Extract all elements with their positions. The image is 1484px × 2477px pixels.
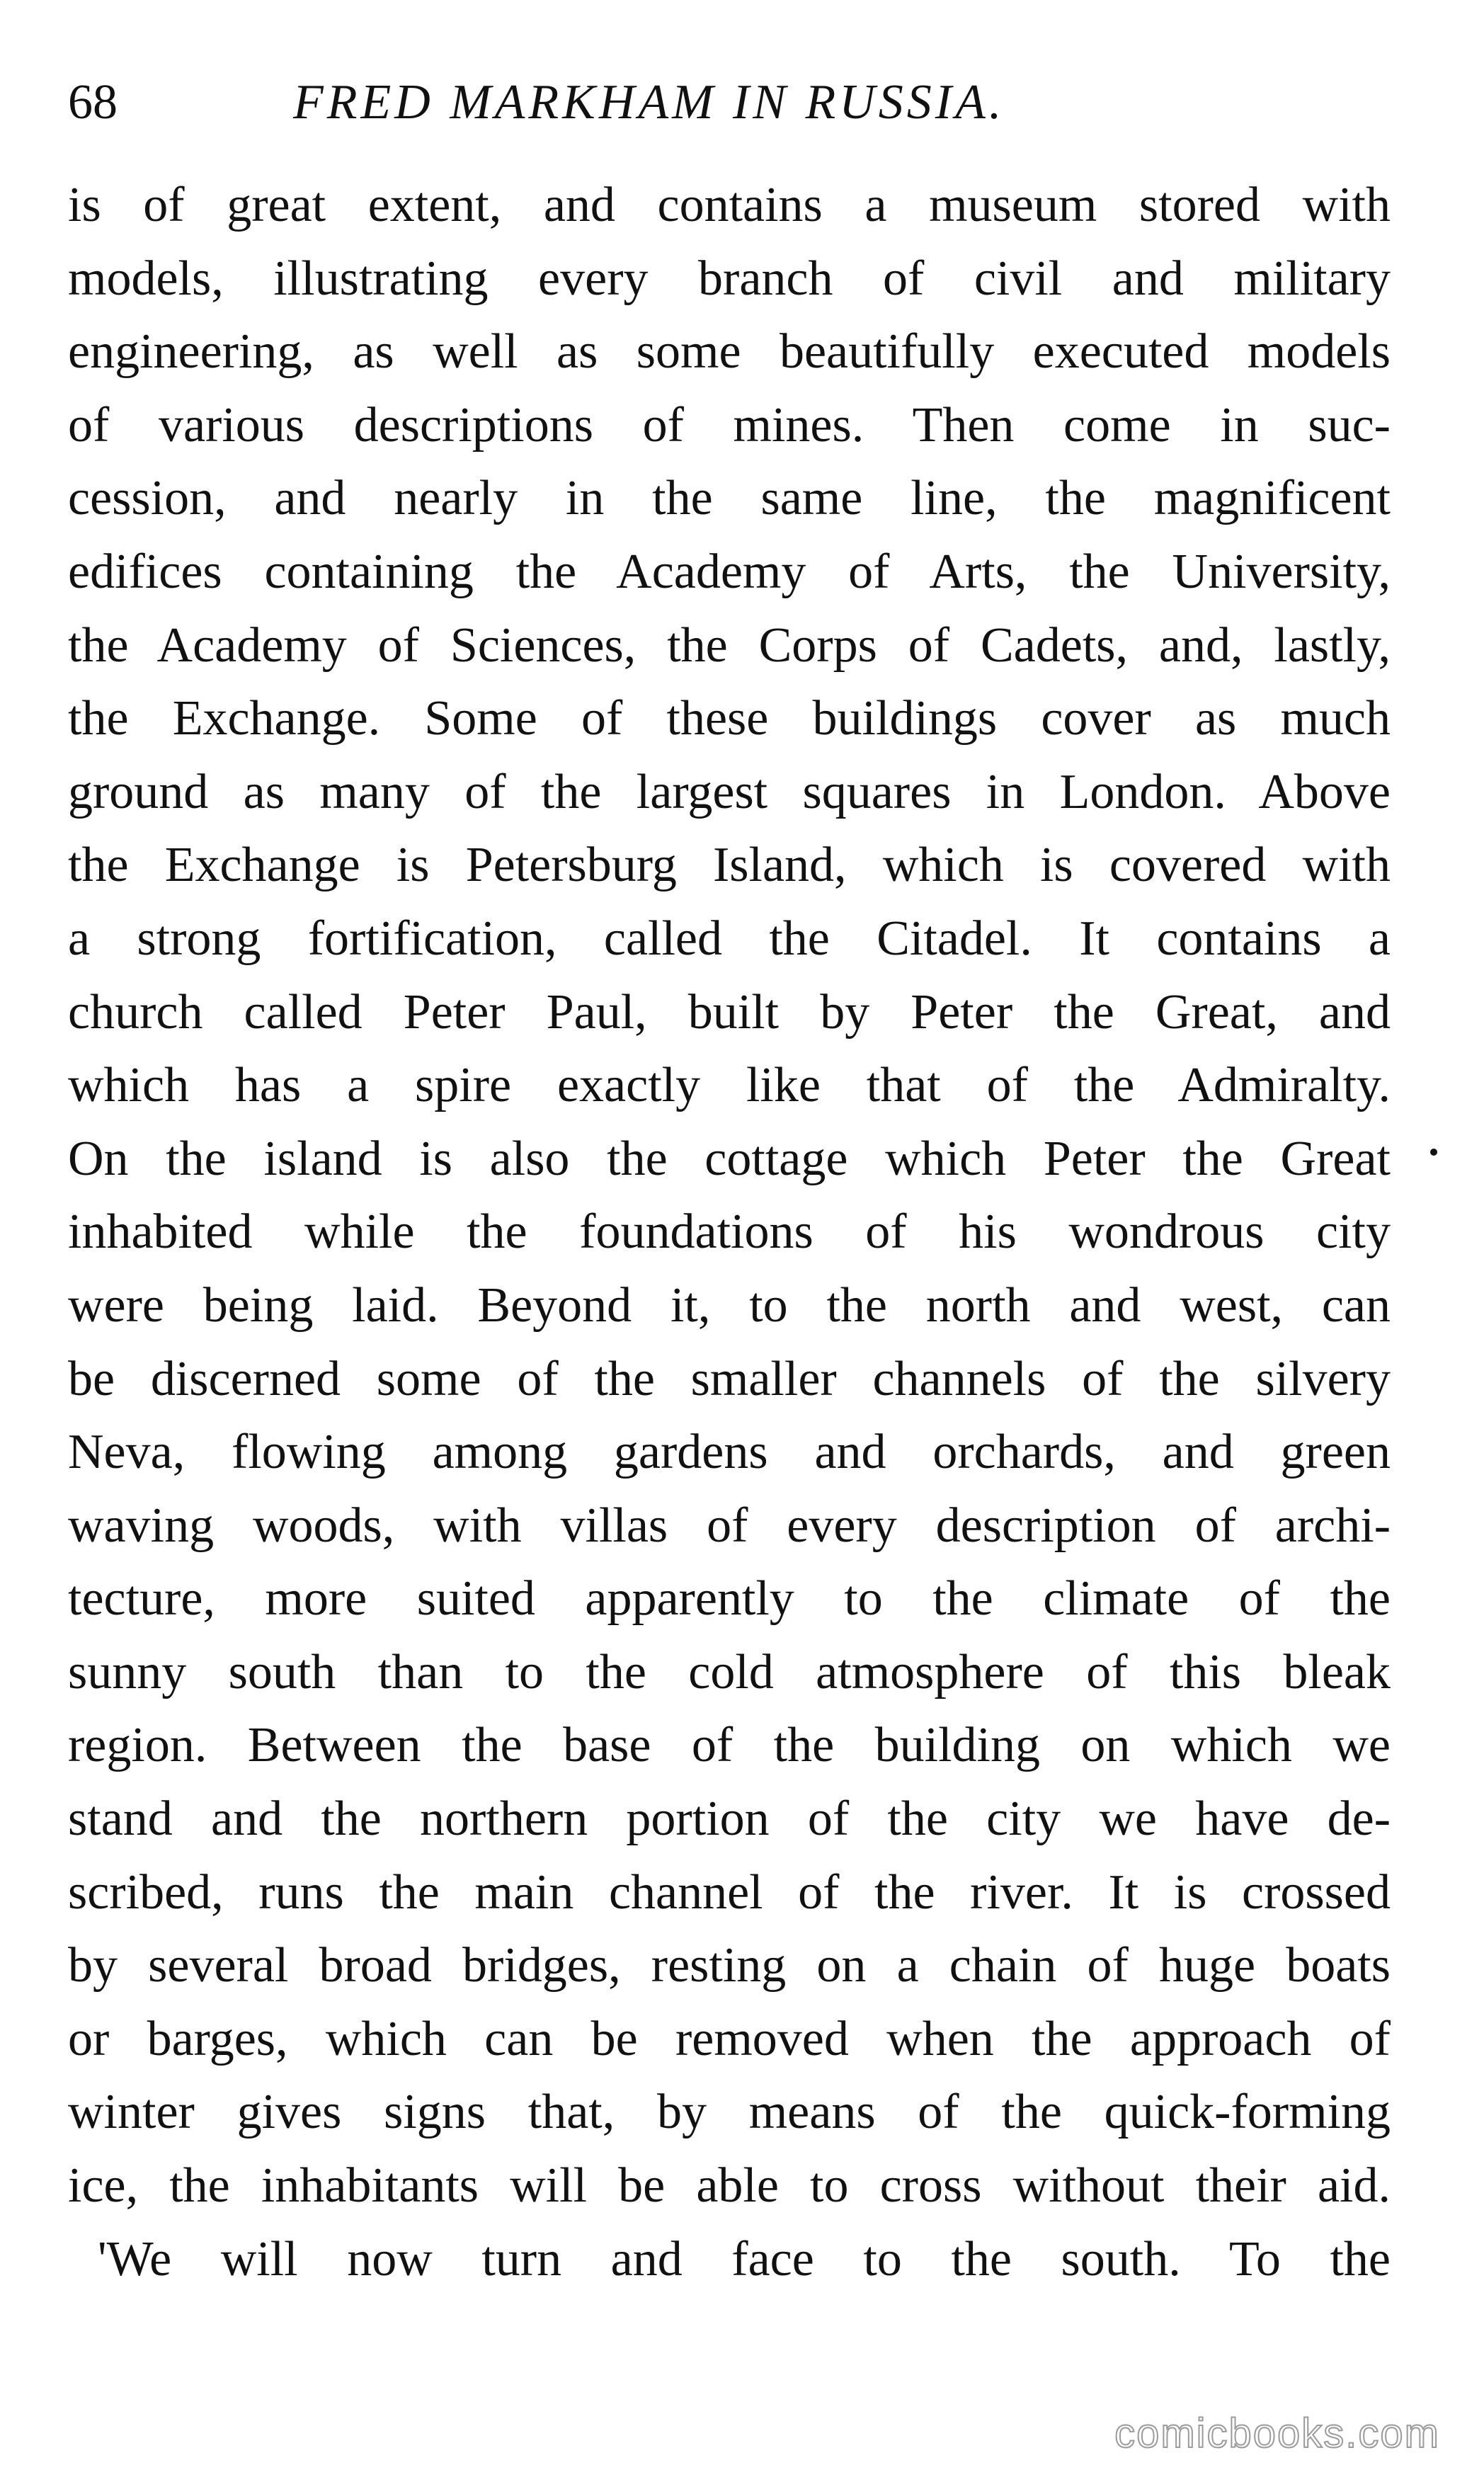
text-line: tecture, more suited apparently to the climate of the (68, 1571, 1391, 1627)
text-line: models, illustrating every branch of civil and military (68, 251, 1391, 306)
text-line: Neva, flowing among gardens and orchards, and green (68, 1425, 1391, 1480)
text-line: which has a spire exactly like that of the Admiralty. (68, 1058, 1391, 1113)
running-head (68, 67, 1413, 145)
text-line: of various descriptions of mines. Then come in suc- (68, 397, 1391, 452)
text-line: waving woods, with villas of every description of archi- (68, 1498, 1391, 1553)
text-line: 'We will now turn and face to the south. To the (98, 2231, 1391, 2287)
text-line: winter gives signs that, by means of the quick-forming (68, 2085, 1391, 2140)
text-line: the Exchange is Petersburg Island, which is covered with (68, 838, 1391, 893)
margin-dot (1430, 1149, 1437, 1156)
text-line: cession, and nearly in the same line, the magnificent (68, 471, 1391, 526)
text-line: stand and the northern portion of the city we have de- (68, 1792, 1391, 1847)
text-line: edifices containing the Academy of Arts, the University, (68, 544, 1391, 599)
text-line: ground as many of the largest squares in London. Above (68, 764, 1391, 819)
text-line: church called Peter Paul, built by Peter the Great, and (68, 984, 1391, 1040)
text-line: by several broad bridges, resting on a chain of huge boats (68, 1938, 1391, 1993)
running-title: FRED MARKHAM IN RUSSIA. (293, 75, 1005, 130)
text-line: is of great extent, and contains a museum stored with (68, 178, 1391, 232)
text-line: scribed, runs the main channel of the river. It is crossed (68, 1864, 1391, 1920)
body-text (68, 169, 1391, 2296)
watermark: comicbooks.com (1114, 2410, 1440, 2456)
text-line: engineering, as well as some beautifully executed models (68, 324, 1391, 380)
text-line: inhabited while the foundations of his wondrous city (68, 1205, 1391, 1260)
text-line: the Academy of Sciences, the Corps of Cadets, and, lastly, (68, 617, 1391, 673)
text-line: On the island is also the cottage which Peter the Great (68, 1131, 1391, 1186)
text-line: sunny south than to the cold atmosphere of this bleak (68, 1644, 1391, 1699)
text-line: were being laid. Beyond it, to the north and west, can (68, 1277, 1391, 1333)
page-number: 68 (68, 75, 118, 130)
text-line: the Exchange. Some of these buildings cover as much (68, 691, 1391, 746)
text-line: region. Between the base of the building on which we (68, 1718, 1391, 1773)
text-line: ice, the inhabitants will be able to cross without their aid. (68, 2158, 1391, 2214)
text-line: a strong fortification, called the Citadel. It contains a (68, 911, 1391, 966)
text-line: or barges, which can be removed when the approach of (68, 2011, 1391, 2066)
text-line: be discerned some of the smaller channels of the silvery (68, 1351, 1391, 1406)
